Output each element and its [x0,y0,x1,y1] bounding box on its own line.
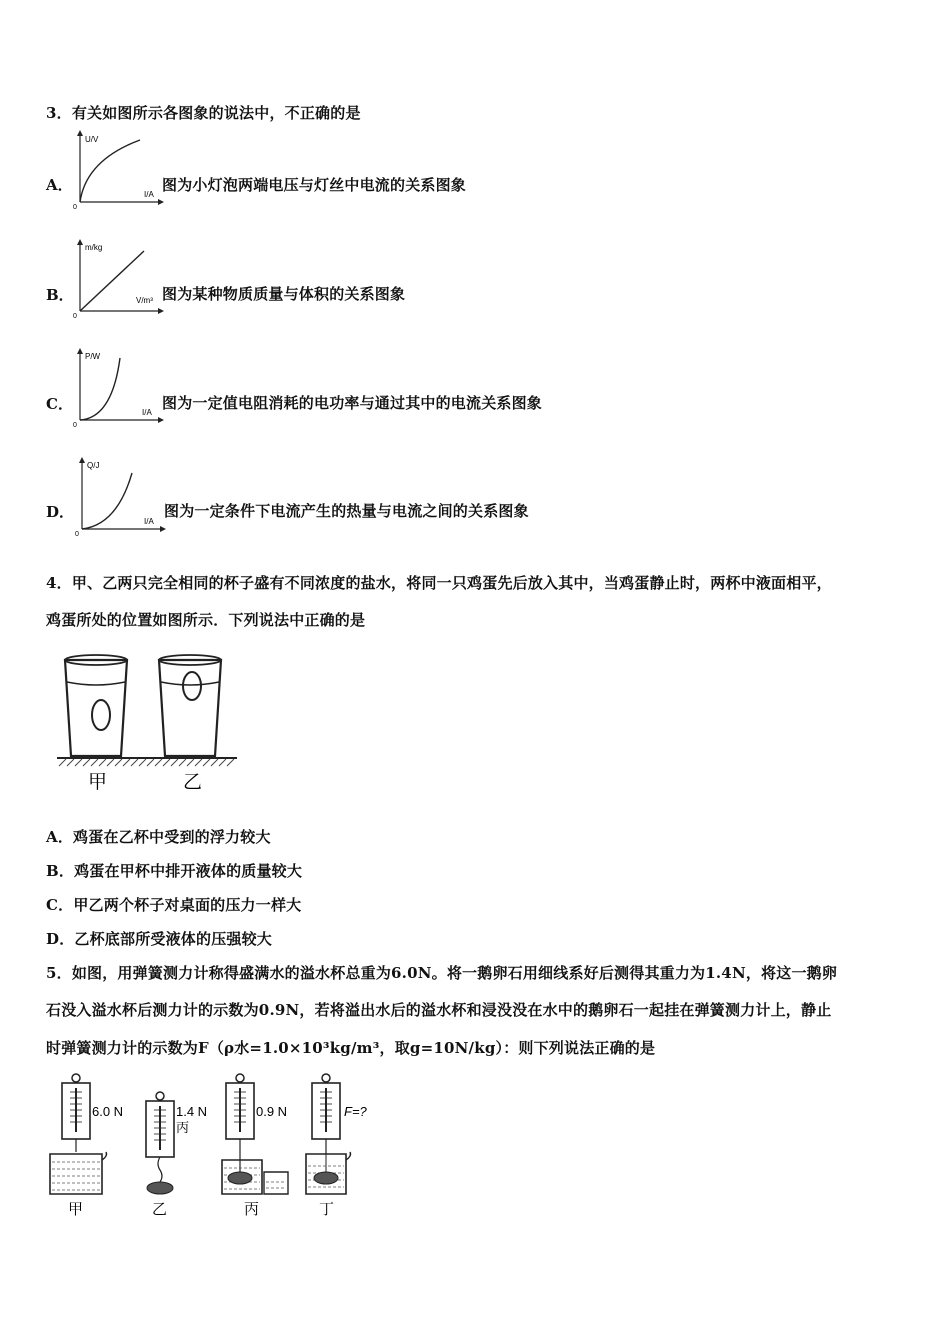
graph-d-ylabel: Q/J [87,461,100,470]
q3-option-b-text: 图为某种物质质量与体积的关系图象 [162,285,406,303]
q4-option-a: A．鸡蛋在乙杯中受到的浮力较大 [46,828,271,846]
cup-jia [65,655,127,756]
label-bing: 丙 [244,1201,260,1218]
reading-ding: F=? [344,1104,367,1119]
egg-in-yi [183,672,201,700]
graph-c-ylabel: P/W [85,352,101,361]
graph-a-curve [80,140,140,202]
scale-yi [146,1092,174,1194]
q3-option-d-letter: D． [46,503,75,521]
cup-label-yi: 乙 [183,772,203,793]
reading-yi-sublabel: 丙 [176,1120,190,1135]
q3-graph-c [70,348,165,428]
label-ding: 丁 [319,1201,335,1218]
q4-option-c: C．甲乙两个杯子对桌面的压力一样大 [46,896,302,914]
label-yi: 乙 [152,1201,168,1218]
graph-a-xlabel: I/A [144,190,154,199]
label-jia: 甲 [68,1201,84,1218]
q3-option-a-letter: A． [46,176,73,194]
graph-d-curve [82,473,132,529]
scale-jia [50,1074,107,1194]
q4-option-b: B．鸡蛋在甲杯中排开液体的质量较大 [46,862,303,880]
graph-c-xlabel: I/A [142,408,152,417]
graph-a-ylabel: U/V [85,135,99,144]
q4-stem-line1: 4．甲、乙两只完全相同的杯子盛有不同浓度的盐水，将同一只鸡蛋先后放入其中，当鸡蛋静止时，两杯中液面相平， [46,574,832,592]
q5-stem-line1: 5．如图，用弹簧测力计称得盛满水的溢水杯总重为6.0N。将一鹅卵石用细线系好后测得其重力为1.4N，将这一鹅卵 [46,964,838,982]
reading-jia: 6.0 N [92,1104,124,1119]
graph-d-xlabel: I/A [144,517,154,526]
q5-spring-scale-figure [44,1072,404,1220]
q3-graph-b [70,239,165,319]
q4-option-d: D．乙杯底部所受液体的压强较大 [46,930,273,948]
graph-c-origin: 0 [73,422,77,428]
q3-graph-a [70,130,165,210]
q3-stem: 3．有关如图所示各图象的说法中，不正确的是 [46,104,361,122]
q3-option-c-text: 图为一定值电阻消耗的电功率与通过其中的电流关系图象 [162,394,543,412]
q3-option-c-letter: C． [46,395,73,413]
scale-ding [306,1074,351,1194]
reading-bing: 0.9 N [256,1104,288,1119]
egg-in-jia [92,700,110,730]
scale-bing [222,1074,288,1194]
graph-d-origin: 0 [75,531,79,537]
graph-b-origin: 0 [73,313,77,319]
q4-cups-figure [55,650,240,798]
q3-option-a-text: 图为小灯泡两端电压与灯丝中电流的关系图象 [162,176,467,194]
graph-b-line [80,251,144,311]
graph-c-curve [80,358,120,420]
cup-label-jia: 甲 [88,772,108,793]
reading-yi: 1.4 N [176,1104,208,1119]
q5-stem-line2: 石没入溢水杯后测力计的示数为0.9N，若将溢出水后的溢水杯和浸没没在水中的鹅卵石一起挂在弹簧测力计上，静止 [46,1001,832,1019]
q5-stem-line3: 时弹簧测力计的示数为F（ρ水=1.0×10³kg/m³，取g=10N/kg）：则下列说法正确的是 [46,1039,656,1057]
q3-graph-d [72,457,167,537]
graph-b-xlabel: V/m³ [136,296,153,305]
graph-b-ylabel: m/kg [85,243,103,252]
q4-stem-line2: 鸡蛋所处的位置如图所示．下列说法中正确的是 [46,611,366,629]
graph-a-origin: 0 [73,204,77,210]
q3-option-d-text: 图为一定条件下电流产生的热量与电流之间的关系图象 [164,502,529,520]
cup-yi [159,655,221,756]
q3-option-b-letter: B． [46,286,74,304]
